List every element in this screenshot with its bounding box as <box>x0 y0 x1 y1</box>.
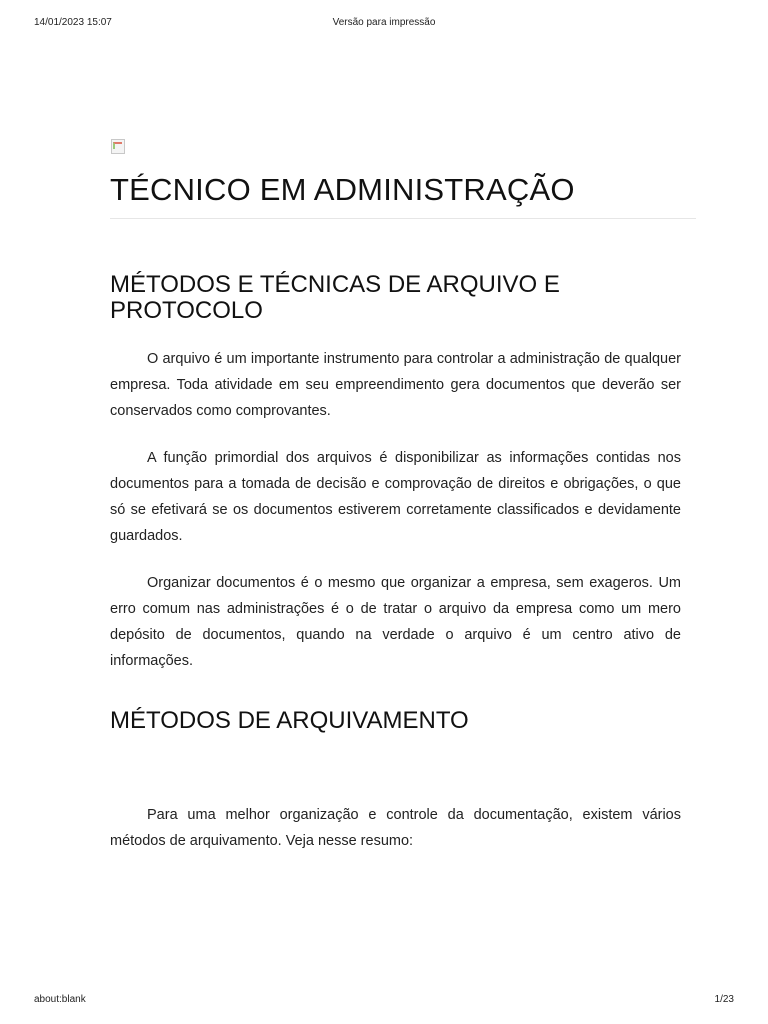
page-title: TÉCNICO EM ADMINISTRAÇÃO <box>110 172 696 219</box>
paragraph: O arquivo é um importante instrumento para controlar a administração de qualquer empresa. Toda atividade em seu empreendimento gera documentos que deverão ser conservados como comprovantes. <box>110 351 681 419</box>
document-content <box>110 138 696 854</box>
paragraph: A função primordial dos arquivos é disponibilizar as informações contidas nos documentos para a tomada de decisão e comprovação de direitos e obrigações, o que só se efetivará se os documentos estiverem corretamente classificados e devidamente guardados. <box>110 450 681 544</box>
print-title: Versão para impressão <box>332 17 436 28</box>
paragraph: Organizar documentos é o mesmo que organizar a empresa, sem exageros. Um erro comum nas administrações é o de tratar o arquivo da empresa como um mero depósito de documentos, quando na verdade o arquivo é um centro ativo de informações. <box>110 575 681 669</box>
section-heading-arquivo-protocolo: MÉTODOS E TÉCNICAS DE ARQUIVO E PROTOCOLO <box>110 271 560 324</box>
print-footer <box>0 994 768 1008</box>
print-header <box>0 17 768 31</box>
section-heading-arquivamento: MÉTODOS DE ARQUIVAMENTO <box>110 707 469 734</box>
print-url: about:blank <box>34 994 86 1005</box>
print-timestamp: 14/01/2023 15:07 <box>34 17 112 28</box>
paragraph: Para uma melhor organização e controle da documentação, existem vários métodos de arquivamento. Veja nesse resumo: <box>110 807 681 849</box>
page-number: 1/23 <box>714 994 734 1005</box>
broken-image-icon <box>110 138 126 154</box>
